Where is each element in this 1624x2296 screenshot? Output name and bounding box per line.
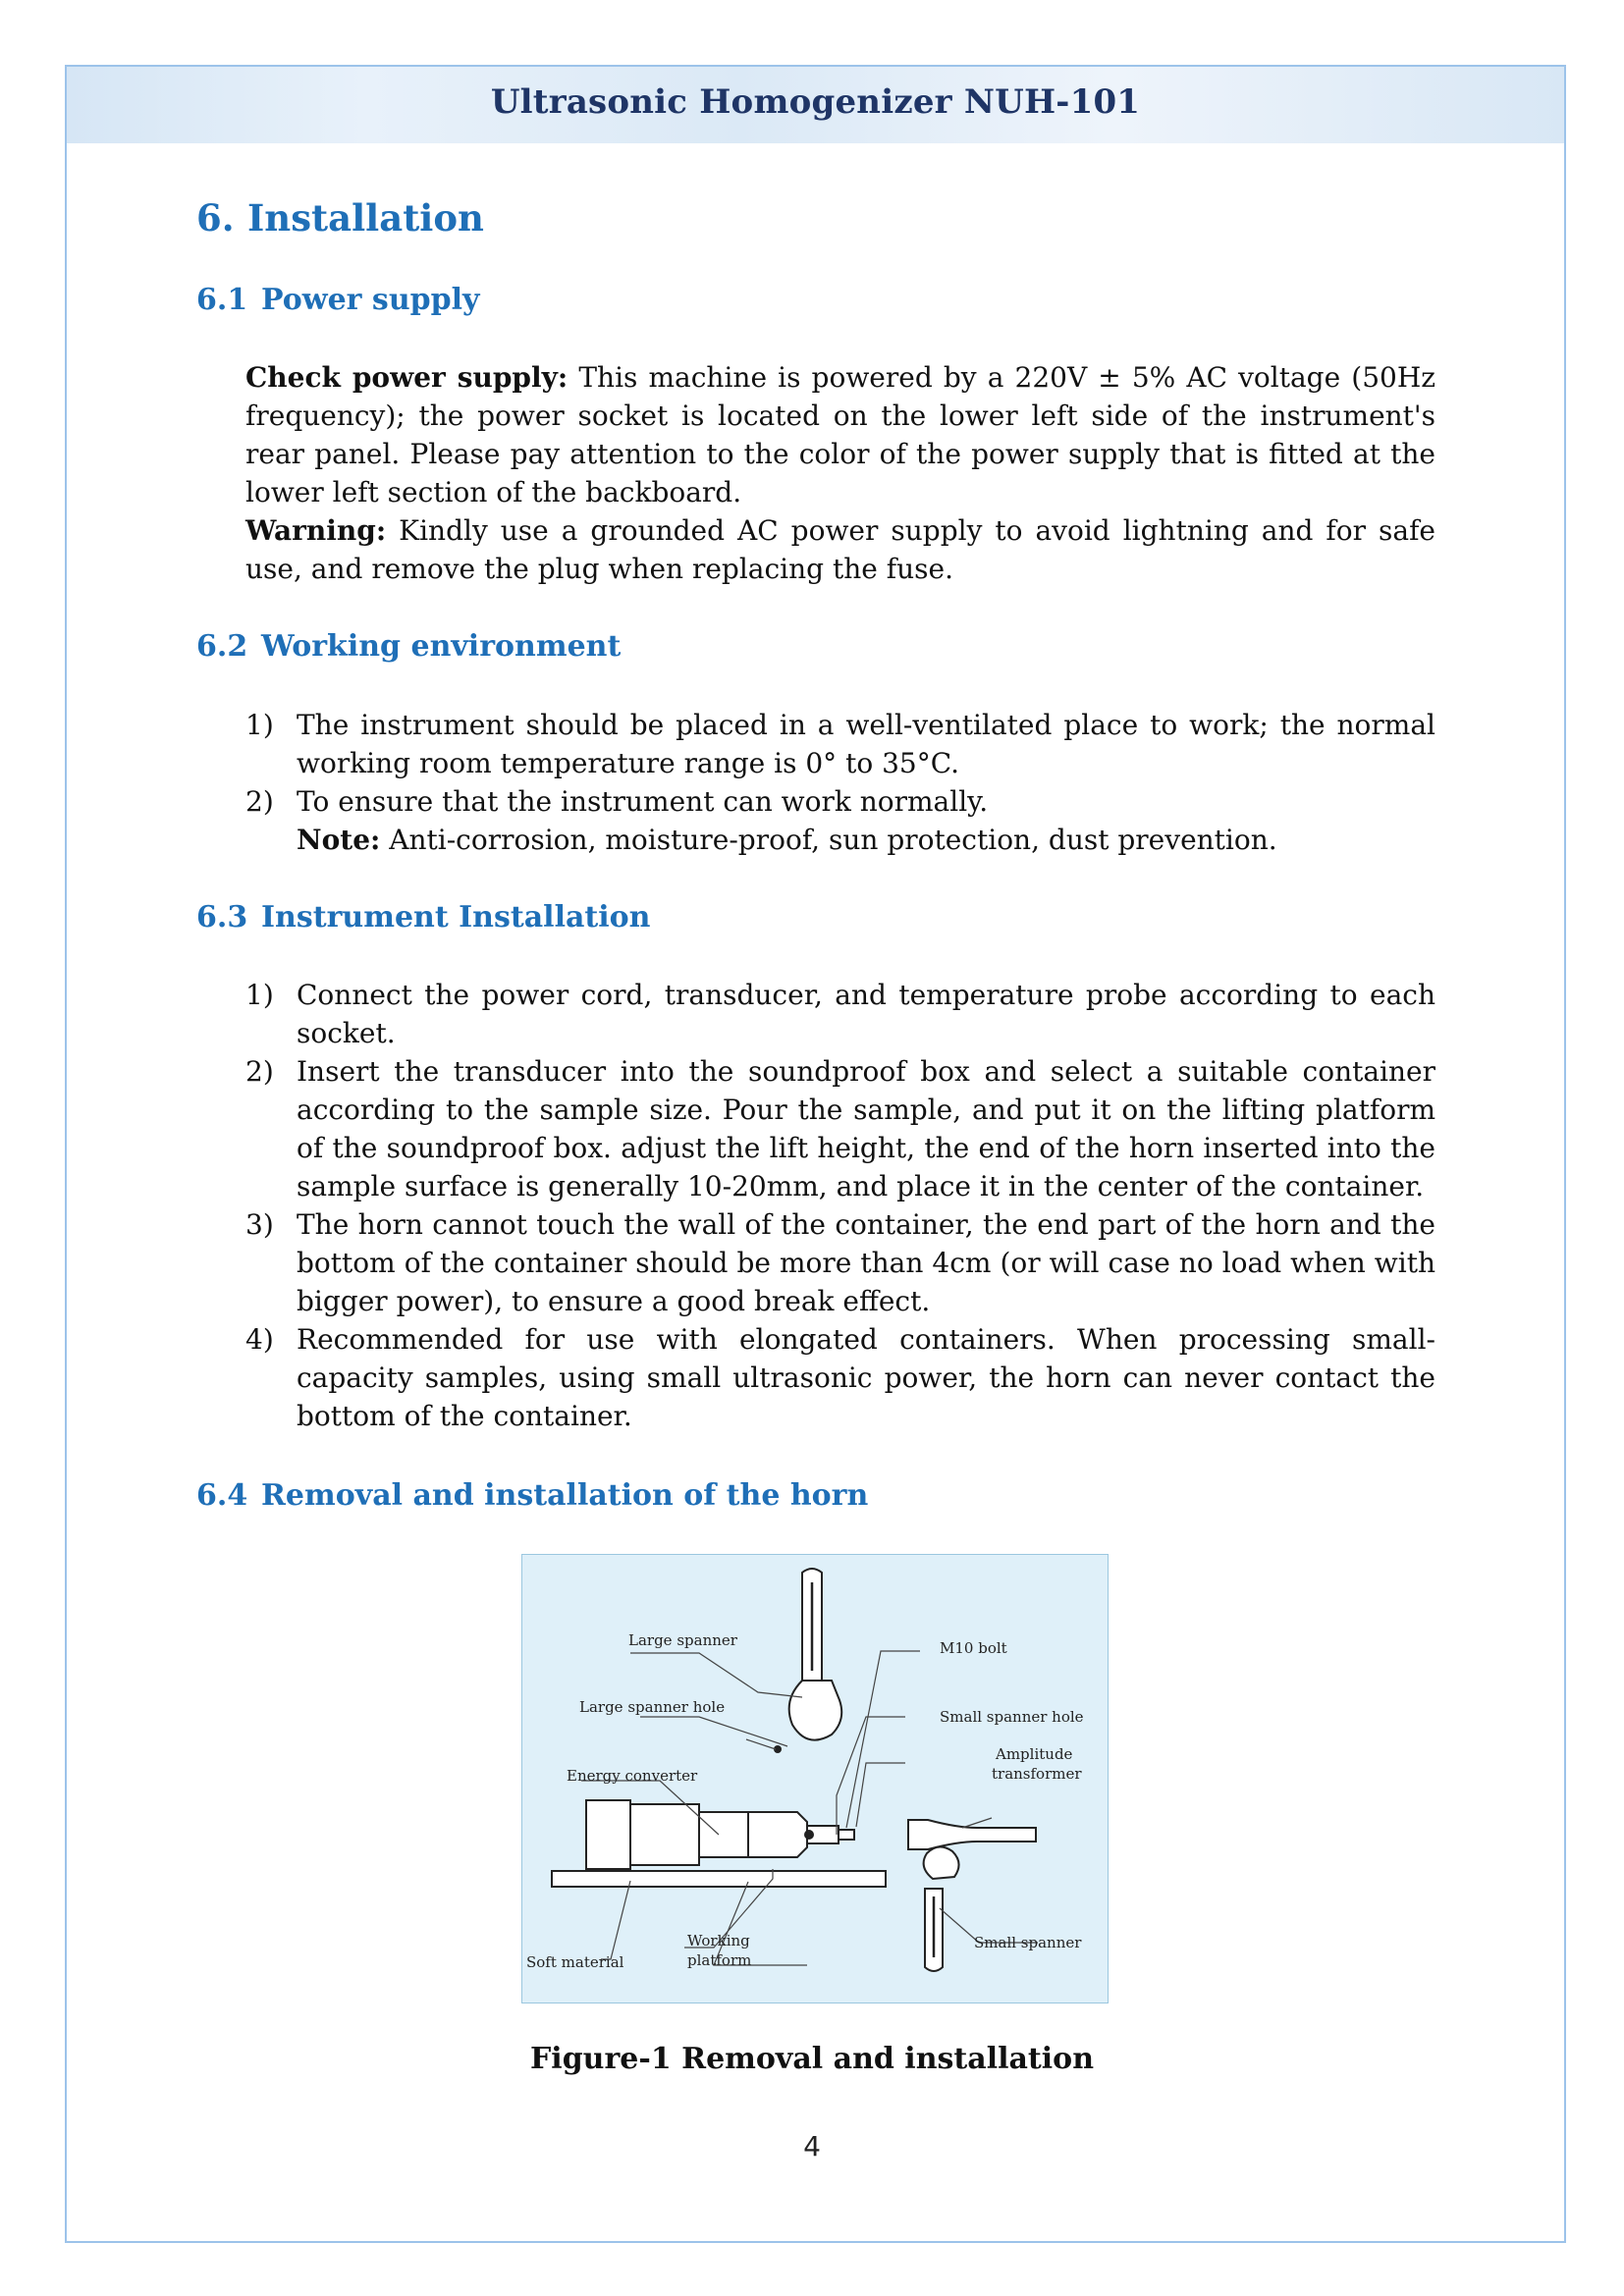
list-item-text: Recommended for use with elongated containers. When processing small-capacity samples, using small ultrasonic power, the horn can never contact the bottom of the container.	[297, 1323, 1435, 1432]
list-item-number: 2)	[245, 1055, 274, 1088]
label-transformer: transformer	[992, 1765, 1082, 1783]
list-item-number: 1)	[245, 979, 274, 1011]
list-item-text: To ensure that the instrument can work normally.	[297, 785, 989, 818]
list-item	[245, 782, 1435, 821]
subsection-title: Power supply	[261, 283, 480, 317]
subsection-title: Working environment	[261, 629, 622, 664]
note-line	[245, 821, 1435, 859]
subsection-number: 6.1	[196, 283, 248, 317]
small-spanner-hook	[924, 1846, 959, 1879]
section-title: Installation	[247, 196, 484, 240]
m10-bolt	[839, 1830, 854, 1840]
list-item	[245, 1205, 1435, 1320]
subsection-title: Instrument Installation	[261, 900, 651, 934]
label-working: Working	[687, 1932, 750, 1949]
label-large-spanner: Large spanner	[628, 1631, 737, 1649]
installation-list	[245, 976, 1435, 1435]
list-item	[245, 1320, 1435, 1435]
subsection-heading-6-1	[196, 283, 479, 317]
list-item-text: Connect the power cord, transducer, and temperature probe according to each socket.	[297, 979, 1435, 1049]
subsection-heading-6-4	[196, 1478, 868, 1513]
horn-diagram	[522, 1555, 1110, 2004]
list-item-number: 4)	[245, 1323, 274, 1356]
note-label: Note:	[297, 824, 381, 856]
list-item	[245, 706, 1435, 782]
horn-installation-figure	[521, 1554, 1109, 2003]
subsection-heading-6-2	[196, 629, 621, 664]
label-platform: platform	[687, 1951, 752, 1969]
label-amplitude: Amplitude	[996, 1745, 1073, 1763]
converter-block-1	[586, 1800, 630, 1869]
large-spanner-hook	[789, 1681, 842, 1740]
warning-text: Kindly use a grounded AC power supply to avoid lightning and for safe use, and remove the plug when replacing the fuse.	[245, 514, 1435, 585]
label-m10-bolt: M10 bolt	[940, 1639, 1007, 1657]
environment-list	[245, 706, 1435, 859]
power-supply-paragraph	[245, 358, 1435, 588]
converter-block-2	[630, 1804, 699, 1865]
converter-taper	[748, 1812, 807, 1857]
label-energy-converter: Energy converter	[567, 1767, 698, 1785]
header-title: Ultrasonic Homogenizer NUH-101	[490, 82, 1141, 122]
list-item-text: Insert the transducer into the soundproof box and select a suitable container according to the sample size. Pour the sample, and put it on the lifting platform of the soundproof box. adjust the lift height, the end of the horn inserted into the sample surface is generally 10-20mm, and place it in the center of the container.	[297, 1055, 1435, 1202]
list-item-number: 2)	[245, 785, 274, 818]
check-power-label: Check power supply:	[245, 361, 568, 394]
section-number: 6.	[196, 196, 235, 240]
subsection-heading-6-3	[196, 900, 651, 934]
list-item	[245, 976, 1435, 1052]
list-item-text: The instrument should be placed in a well-ventilated place to work; the normal working room temperature range is 0° to 35°C.	[297, 709, 1435, 779]
converter-block-3	[699, 1812, 748, 1857]
warning-label: Warning:	[245, 514, 387, 547]
label-small-spanner: Small spanner	[974, 1934, 1082, 1951]
working-platform	[552, 1871, 886, 1887]
list-item-text: The horn cannot touch the wall of the container, the end part of the horn and the bottom of the container should be more than 4cm (or will case no load when with bigger power), to ensure a good break effect.	[297, 1208, 1435, 1317]
list-item-number: 1)	[245, 709, 274, 741]
label-small-spanner-hole: Small spanner hole	[940, 1708, 1084, 1726]
page-number: 4	[803, 2130, 821, 2163]
subsection-title: Removal and installation of the horn	[261, 1478, 869, 1513]
section-heading	[196, 196, 484, 240]
list-item	[245, 1052, 1435, 1205]
label-soft-material: Soft material	[526, 1953, 624, 1971]
note-text: Anti-corrosion, moisture-proof, sun protection, dust prevention.	[380, 824, 1277, 856]
label-large-spanner-hole: Large spanner hole	[579, 1698, 726, 1716]
figure-caption: Figure-1 Removal and installation	[530, 2042, 1094, 2076]
subsection-number: 6.4	[196, 1478, 248, 1513]
subsection-number: 6.2	[196, 629, 248, 664]
subsection-number: 6.3	[196, 900, 248, 934]
check-power-text: This machine is powered by a 220V ± 5% AC voltage (50Hz frequency); the power socket is located on the lower left side of the instrument's rear panel. Please pay attention to the color of the power supply that is fitted at the lower left section of the backboard.	[245, 361, 1435, 508]
list-item-number: 3)	[245, 1208, 274, 1241]
